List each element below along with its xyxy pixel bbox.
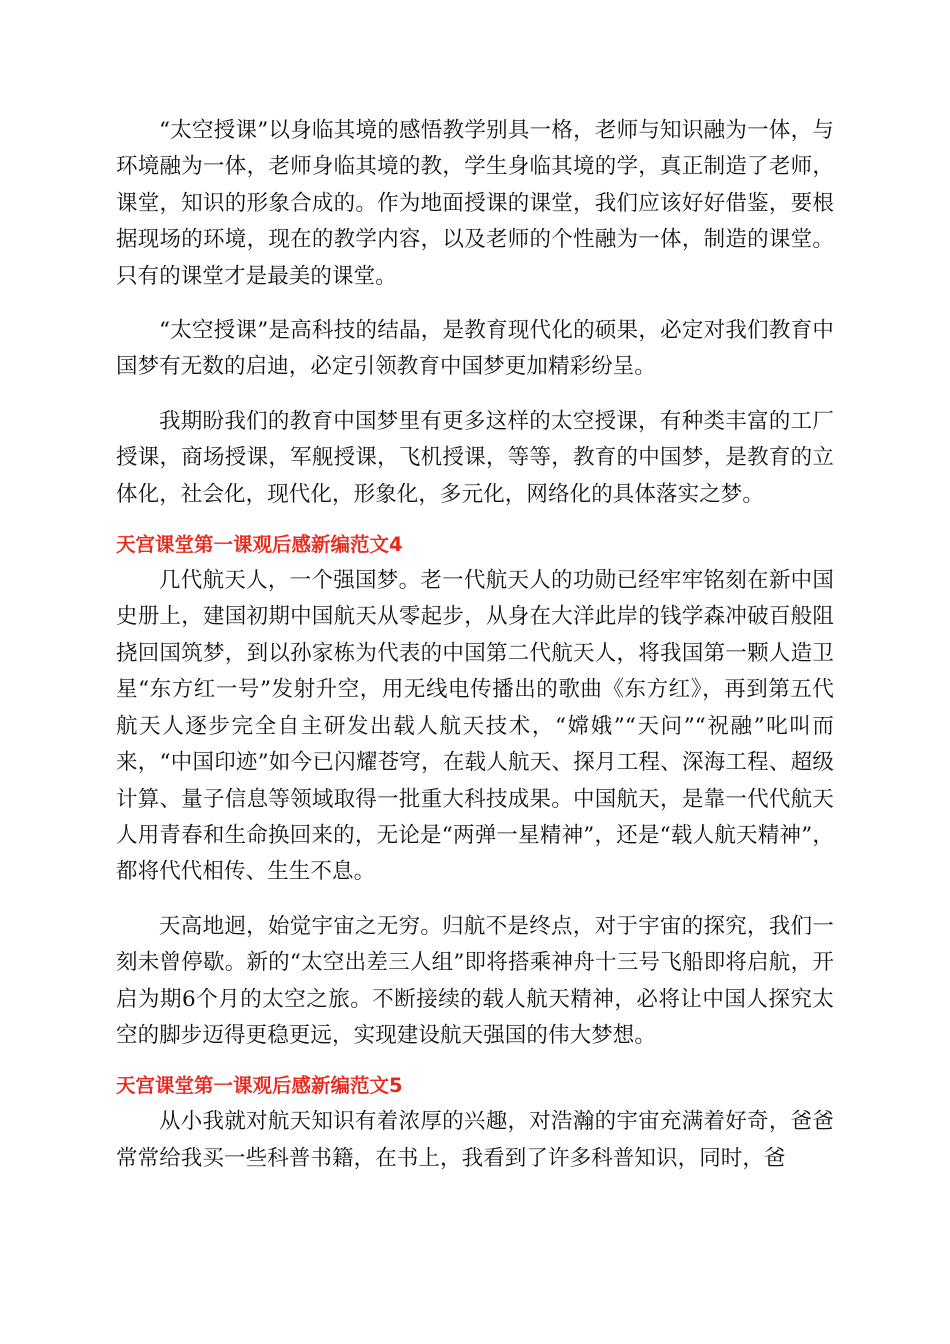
body-paragraph: “太空授课”是高科技的结晶，是教育现代化的硕果，必定对我们教育中国梦有无数的启迪，必定引领教育中国梦更加精彩纷呈。 [116,318,834,380]
document-page [116,113,834,1177]
body-paragraph: 几代航天人，一个强国梦。老一代航天人的功勋已经牢牢铭刻在新中国史册上，建国初期中国航天从零起步，从身在大洋此岸的钱学森冲破百般阻挠回国筑梦，到以孙家栋为代表的中国第二代航天人，将我国第一颗人造卫星“东方红一号”发射升空，用无线电传播出的歌曲《东方红》，再到第五代航天人逐步完全自主研发出载人航天技术，“嫦娥”“天问”“祝融”叱叫而来，“中国印迹”如今已闪耀苍穹，在载人航天、探月工程、深海工程、超级计算、量子信息等领域取得一批重大科技成果。中国航天，是靠一代代航天人用青春和生命换回来的，无论是“两弹一星精神”，还是“载人航天精神”，都将代代相传、生生不息。 [116,568,835,885]
section-heading: 天宫课堂第一课观后感新编范文5 [116,1074,403,1098]
body-paragraph: 我期盼我们的教育中国梦里有更多这样的太空授课，有种类丰富的工厂授课，商场授课，军舰授课，飞机授课，等等，教育的中国梦，是教育的立体化，社会化，现代化，形象化，多元化，网络化的具体落实之梦。 [116,408,834,507]
body-paragraph: “太空授课”以身临其境的感悟教学别具一格，老师与知识融为一体，与环境融为一体，老师身临其境的教，学生身临其境的学，真正制造了老师，课堂，知识的形象合成的。作为地面授课的课堂，我们应该好好借鉴，要根据现场的环境，现在的教学内容，以及老师的个性融为一体，制造的课堂。只有的课堂才是最美的课堂。 [116,118,834,289]
section-heading: 天宫课堂第一课观后感新编范文4 [116,533,403,557]
body-paragraph: 天高地迥，始觉宇宙之无穷。归航不是终点，对于宇宙的探究，我们一刻未曾停歇。新的“太空出差三人组”即将搭乘神舟十三号飞船即将启航，开启为期6个月的太空之旅。不断接续的载人航天精神，必将让中国人探究太空的脚步迈得更稳更远，实现建设航天强国的伟大梦想。 [116,913,834,1048]
body-paragraph: 从小我就对航天知识有着浓厚的兴趣，对浩瀚的宇宙充满着好奇，爸爸常常给我买一些科普书籍，在书上，我看到了许多科普知识，同时，爸 [116,1109,834,1171]
